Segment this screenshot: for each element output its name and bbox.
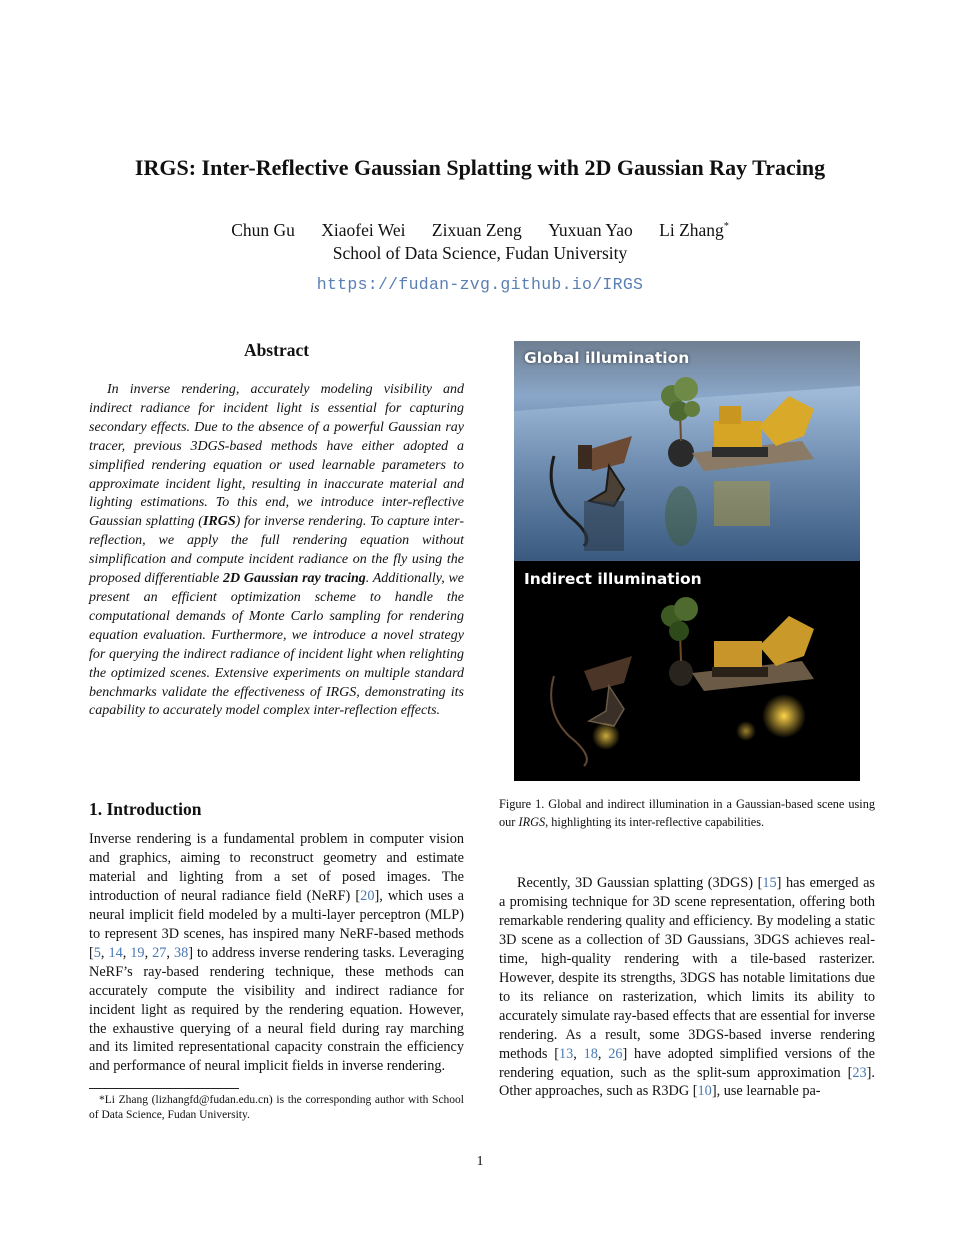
teaser-figure — [514, 341, 860, 781]
section-heading-introduction: 1. Introduction — [89, 799, 202, 819]
citation-link[interactable]: 13 — [558, 1045, 574, 1062]
author-name: Xiaofei Wei — [321, 220, 406, 240]
abstract-text: In inverse rendering, accurately modeling visibility and indirect radiance for incident light is essential for capturing secondary effects. Due to the absence of a powerful Gaussian ray tracer, previous 3DGS-based methods have either adopted a simplified rendering equation or used learnable parameters to approximate incident light, resulting in inaccurate material and lighting estimations. To this end, we introduce inter-reflective Gaussian splatting (IRGS) for inverse rendering. To capture inter-reflection, we apply the full rendering equation without simplification and compute incident radiance on the fly using the proposed differentiable 2D Gaussian ray tracing. Additionally, we present an efficient optimization scheme to handle the computational demands of Monte Carlo sampling for rendering equation evaluation. Furthermore, we introduce a novel strategy for querying the indirect radiance of incident light when relighting the optimized scenes. Extensive experiments on multiple standard benchmarks validate the effectiveness of IRGS, demonstrating its capability to accurately model complex inter-reflection effects. — [89, 382, 464, 719]
citation-link[interactable]: 26 — [608, 1045, 623, 1062]
citation-link[interactable]: 27 — [152, 944, 167, 961]
footnote-rule — [89, 1088, 239, 1089]
author-name: Chun Gu — [231, 220, 295, 240]
citation-link[interactable]: 14 — [108, 944, 123, 961]
citation-link[interactable]: 15 — [762, 875, 777, 891]
citation-link[interactable]: 10 — [697, 1083, 712, 1100]
citation-link[interactable]: 20 — [360, 887, 375, 904]
introduction-paragraph: Recently, 3D Gaussian splatting (3DGS) [15] has emerged as a promising technique for 3D scene representation, offering both remarkable rendering quality and efficiency. By modeling a static 3D scene as a collection of 3D Gaussians, 3DGS achieves real-time, high-quality rendering with a tile-based rasterizer. However, despite its strengths, 3DGS has notable limitations due to its reliance on rasterization, which limits its ability to accurately simulate ray-based effects that are essential for inverse rendering. As a result, some 3DGS-based inverse rendering methods [13, 18, 26] have adopted simplified versions of the rendering equation, such as the split-sum approximation [23]. Other approaches, such as R3DG [10], use learnable pa- — [499, 875, 875, 1100]
citation-link[interactable]: 5 — [93, 944, 101, 961]
teaser-illustration — [514, 341, 860, 781]
author-name: Li Zhang* — [659, 220, 729, 240]
author-name: Zixuan Zeng — [431, 220, 522, 240]
citation-link[interactable]: 23 — [852, 1064, 867, 1081]
paper-title: IRGS: Inter-Reflective Gaussian Splatting with 2D Gaussian Ray Tracing — [134, 155, 826, 180]
citation-link[interactable]: 19 — [130, 944, 145, 961]
page-number: 1 — [476, 1154, 484, 1169]
abstract-heading: Abstract — [243, 340, 310, 360]
citation-link[interactable]: 38 — [173, 944, 189, 961]
project-url-link[interactable]: https://fudan-zvg.github.io/IRGS — [316, 275, 644, 294]
author-list — [0, 220, 960, 241]
affiliation: School of Data Science, Fudan University — [332, 243, 628, 263]
author-name: Yuxuan Yao — [548, 220, 633, 240]
figure-label-indirect: Indirect illumination — [524, 570, 702, 588]
footnote: *Li Zhang (lizhangfd@fudan.edu.cn) is the corresponding author with School of Data Science, Fudan University. — [89, 1094, 464, 1121]
introduction-paragraph: Inverse rendering is a fundamental problem in computer vision and graphics, aiming to reconstruct geometry and estimate material and lighting from a set of posed images. The introduction of neural radiance field (NeRF) [20], which uses a neural implicit field modeled by a multi-layer perceptron (MLP) to represent 3D scenes, has inspired many NeRF-based methods [5, 14, 19, 27, 38] to address inverse rendering tasks. Leveraging NeRF’s ray-based rendering technique, these methods can accurately compute the visibility and indirect radiance for incident light as required by the rendering equation. However, the exhaustive querying of a neural field during ray marching and its limited representational capacity constrain the efficiency and performance of neural implicit fields in inverse rendering. — [89, 831, 465, 1075]
introduction-continued — [499, 855, 875, 1101]
corresponding-author-mark: * — [723, 221, 729, 233]
citation-link[interactable]: 18 — [583, 1045, 598, 1062]
figure-caption: Figure 1. Global and indirect illumination in a Gaussian-based scene using our IRGS, highlighting its inter-reflective capabilities. — [499, 797, 875, 829]
figure-label-global: Global illumination — [524, 349, 690, 367]
